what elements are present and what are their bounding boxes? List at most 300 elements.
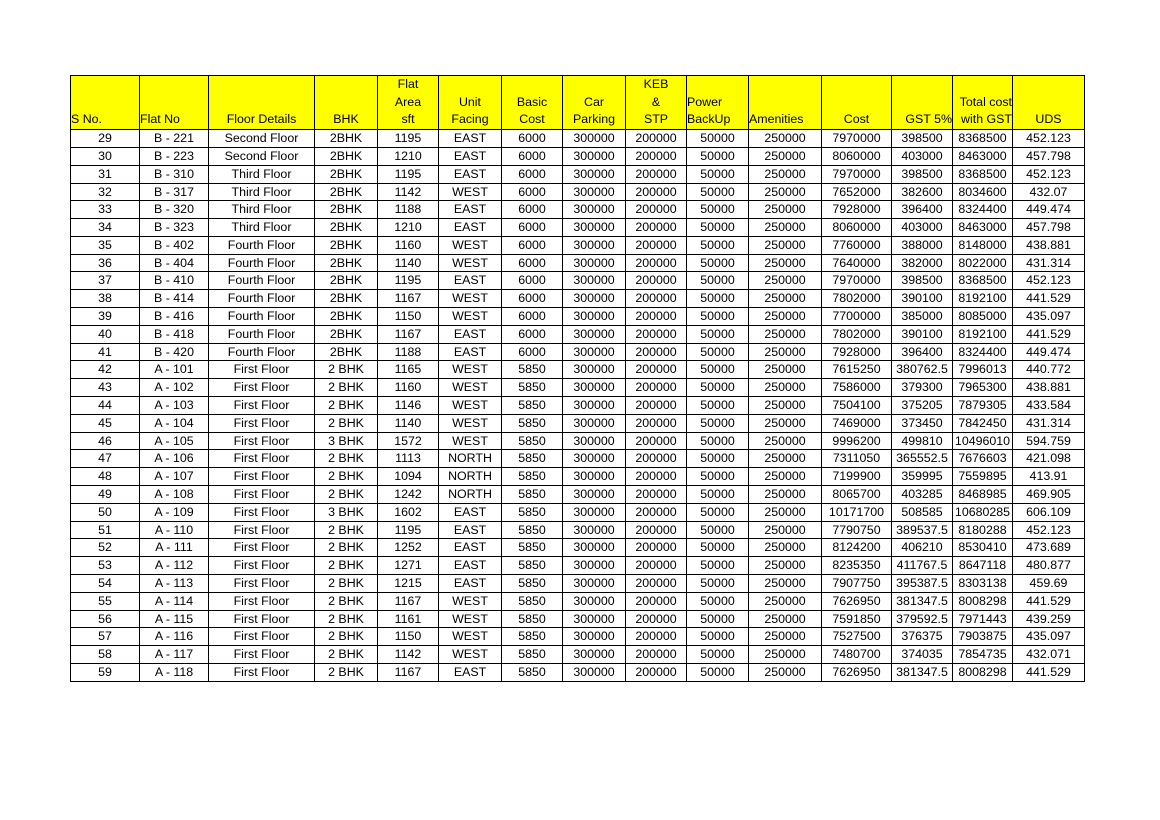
cell-car-parking: 300000 (563, 450, 626, 468)
cell-flat-area: 1146 (378, 397, 439, 415)
header-row (71, 76, 1085, 130)
cell-total-cost: 8180288 (953, 521, 1013, 539)
cell-s-no: 29 (71, 130, 140, 148)
header-line: BHK (333, 112, 359, 127)
cell-total-cost: 10680285 (953, 503, 1013, 521)
cell-amenities: 250000 (749, 308, 822, 326)
cell-cost: 7480700 (822, 646, 892, 664)
cell-power-backup: 50000 (687, 236, 749, 254)
cell-amenities: 250000 (749, 450, 822, 468)
cell-uds: 606.109 (1013, 503, 1085, 521)
cell-power-backup: 50000 (687, 610, 749, 628)
cell-uds: 457.798 (1013, 147, 1085, 165)
header-line: Cost (519, 112, 545, 127)
cell-power-backup: 50000 (687, 201, 749, 219)
cell-uds: 480.877 (1013, 557, 1085, 575)
cell-total-cost: 8368500 (953, 130, 1013, 148)
header-line: BackUp (687, 112, 731, 127)
cell-gst: 403000 (892, 219, 953, 237)
table-row (71, 521, 1085, 539)
header-bhk (315, 76, 378, 130)
cell-power-backup: 50000 (687, 521, 749, 539)
header-floor-details (209, 76, 315, 130)
cell-keb-stp: 200000 (626, 343, 687, 361)
cell-total-cost: 8022000 (953, 254, 1013, 272)
cell-power-backup: 50000 (687, 379, 749, 397)
cell-flat-no: A - 115 (140, 610, 209, 628)
cell-uds: 469.905 (1013, 486, 1085, 504)
cell-keb-stp: 200000 (626, 236, 687, 254)
cell-unit-facing: WEST (439, 414, 502, 432)
header-line: STP (643, 112, 669, 127)
header-line: Parking (572, 112, 615, 127)
cell-car-parking: 300000 (563, 592, 626, 610)
cell-power-backup: 50000 (687, 664, 749, 682)
header-line: GST 5% (905, 112, 952, 127)
cell-flat-area: 1167 (378, 290, 439, 308)
cell-keb-stp: 200000 (626, 201, 687, 219)
cell-keb-stp: 200000 (626, 610, 687, 628)
flat-price-table (70, 75, 1085, 682)
cell-flat-area: 1188 (378, 201, 439, 219)
cell-s-no: 54 (71, 575, 140, 593)
cell-keb-stp: 200000 (626, 646, 687, 664)
cell-basic-cost: 5850 (502, 592, 563, 610)
table-row (71, 272, 1085, 290)
cell-bhk: 2 BHK (315, 468, 378, 486)
table-row (71, 183, 1085, 201)
cell-gst: 398500 (892, 165, 953, 183)
cell-basic-cost: 6000 (502, 272, 563, 290)
cell-bhk: 2 BHK (315, 664, 378, 682)
cell-gst: 379300 (892, 379, 953, 397)
cell-uds: 441.529 (1013, 290, 1085, 308)
cell-gst: 379592.5 (892, 610, 953, 628)
cell-unit-facing: WEST (439, 397, 502, 415)
cell-flat-no: B - 317 (140, 183, 209, 201)
cell-cost: 7615250 (822, 361, 892, 379)
cell-amenities: 250000 (749, 521, 822, 539)
cell-flat-no: B - 323 (140, 219, 209, 237)
cell-bhk: 2 BHK (315, 628, 378, 646)
cell-amenities: 250000 (749, 165, 822, 183)
cell-unit-facing: NORTH (439, 450, 502, 468)
cell-keb-stp: 200000 (626, 414, 687, 432)
cell-basic-cost: 5850 (502, 557, 563, 575)
cell-car-parking: 300000 (563, 539, 626, 557)
cell-flat-no: B - 320 (140, 201, 209, 219)
cell-s-no: 38 (71, 290, 140, 308)
cell-basic-cost: 6000 (502, 308, 563, 326)
table-row (71, 539, 1085, 557)
header-line: Cost (843, 112, 870, 127)
cell-unit-facing: WEST (439, 290, 502, 308)
cell-total-cost: 7971443 (953, 610, 1013, 628)
cell-keb-stp: 200000 (626, 432, 687, 450)
cell-s-no: 57 (71, 628, 140, 646)
cell-flat-no: A - 109 (140, 503, 209, 521)
cell-uds: 438.881 (1013, 236, 1085, 254)
cell-gst: 380762.5 (892, 361, 953, 379)
cell-bhk: 2 BHK (315, 539, 378, 557)
cell-flat-area: 1150 (378, 628, 439, 646)
cell-total-cost: 7559895 (953, 468, 1013, 486)
cell-keb-stp: 200000 (626, 290, 687, 308)
cell-unit-facing: EAST (439, 557, 502, 575)
cell-car-parking: 300000 (563, 325, 626, 343)
cell-s-no: 31 (71, 165, 140, 183)
cell-basic-cost: 6000 (502, 325, 563, 343)
cell-gst: 508585 (892, 503, 953, 521)
cell-total-cost: 8008298 (953, 664, 1013, 682)
cell-cost: 7504100 (822, 397, 892, 415)
cell-basic-cost: 6000 (502, 254, 563, 272)
cell-s-no: 52 (71, 539, 140, 557)
cell-car-parking: 300000 (563, 468, 626, 486)
cell-keb-stp: 200000 (626, 664, 687, 682)
cell-floor-details: Fourth Floor (209, 343, 315, 361)
cell-uds: 413.91 (1013, 468, 1085, 486)
cell-total-cost: 7903875 (953, 628, 1013, 646)
cell-flat-area: 1167 (378, 664, 439, 682)
header-line: & (651, 94, 661, 109)
cell-cost: 7970000 (822, 272, 892, 290)
header-car-parking (563, 76, 626, 130)
cell-bhk: 3 BHK (315, 432, 378, 450)
cell-gst: 396400 (892, 201, 953, 219)
cell-uds: 449.474 (1013, 343, 1085, 361)
cell-s-no: 33 (71, 201, 140, 219)
table-row (71, 325, 1085, 343)
cell-flat-no: A - 116 (140, 628, 209, 646)
cell-power-backup: 50000 (687, 468, 749, 486)
cell-flat-no: B - 420 (140, 343, 209, 361)
cell-cost: 7928000 (822, 201, 892, 219)
cell-total-cost: 8192100 (953, 290, 1013, 308)
cell-floor-details: First Floor (209, 361, 315, 379)
cell-s-no: 56 (71, 610, 140, 628)
cell-gst: 381347.5 (892, 592, 953, 610)
cell-s-no: 50 (71, 503, 140, 521)
cell-amenities: 250000 (749, 272, 822, 290)
cell-keb-stp: 200000 (626, 521, 687, 539)
cell-flat-area: 1602 (378, 503, 439, 521)
header-line: Total cost (959, 94, 1012, 109)
cell-car-parking: 300000 (563, 183, 626, 201)
cell-total-cost: 10496010 (953, 432, 1013, 450)
cell-power-backup: 50000 (687, 575, 749, 593)
cell-flat-area: 1150 (378, 308, 439, 326)
cell-flat-area: 1188 (378, 343, 439, 361)
cell-car-parking: 300000 (563, 646, 626, 664)
header-cost (822, 76, 892, 130)
cell-bhk: 2BHK (315, 308, 378, 326)
cell-floor-details: First Floor (209, 610, 315, 628)
cell-power-backup: 50000 (687, 147, 749, 165)
cell-flat-area: 1252 (378, 539, 439, 557)
cell-s-no: 34 (71, 219, 140, 237)
cell-basic-cost: 5850 (502, 610, 563, 628)
header-line: Flat (397, 77, 419, 91)
cell-uds: 452.123 (1013, 272, 1085, 290)
cell-flat-no: A - 111 (140, 539, 209, 557)
cell-unit-facing: EAST (439, 325, 502, 343)
cell-flat-area: 1160 (378, 236, 439, 254)
cell-car-parking: 300000 (563, 308, 626, 326)
cell-bhk: 2 BHK (315, 486, 378, 504)
cell-cost: 7970000 (822, 165, 892, 183)
cell-s-no: 55 (71, 592, 140, 610)
cell-car-parking: 300000 (563, 272, 626, 290)
cell-flat-area: 1167 (378, 325, 439, 343)
cell-car-parking: 300000 (563, 290, 626, 308)
cell-cost: 8235350 (822, 557, 892, 575)
cell-gst: 398500 (892, 272, 953, 290)
header-gst (892, 76, 953, 130)
cell-amenities: 250000 (749, 432, 822, 450)
cell-basic-cost: 5850 (502, 397, 563, 415)
cell-power-backup: 50000 (687, 343, 749, 361)
cell-flat-no: A - 118 (140, 664, 209, 682)
cell-cost: 8060000 (822, 147, 892, 165)
cell-floor-details: First Floor (209, 450, 315, 468)
cell-s-no: 39 (71, 308, 140, 326)
cell-basic-cost: 5850 (502, 664, 563, 682)
header-line: S No. (71, 112, 102, 127)
header-flat-area (378, 76, 439, 130)
cell-car-parking: 300000 (563, 130, 626, 148)
cell-basic-cost: 5850 (502, 379, 563, 397)
cell-amenities: 250000 (749, 539, 822, 557)
cell-s-no: 51 (71, 521, 140, 539)
table-row (71, 290, 1085, 308)
cell-car-parking: 300000 (563, 664, 626, 682)
cell-total-cost: 8530410 (953, 539, 1013, 557)
table-row (71, 628, 1085, 646)
cell-car-parking: 300000 (563, 236, 626, 254)
table-row (71, 165, 1085, 183)
cell-power-backup: 50000 (687, 450, 749, 468)
cell-s-no: 45 (71, 414, 140, 432)
cell-car-parking: 300000 (563, 379, 626, 397)
cell-unit-facing: WEST (439, 236, 502, 254)
cell-flat-no: A - 112 (140, 557, 209, 575)
cell-flat-no: A - 102 (140, 379, 209, 397)
cell-gst: 381347.5 (892, 664, 953, 682)
cell-flat-no: B - 414 (140, 290, 209, 308)
cell-amenities: 250000 (749, 592, 822, 610)
cell-bhk: 2 BHK (315, 397, 378, 415)
table-row (71, 646, 1085, 664)
cell-keb-stp: 200000 (626, 130, 687, 148)
cell-unit-facing: WEST (439, 610, 502, 628)
table-row (71, 486, 1085, 504)
table-row (71, 254, 1085, 272)
cell-unit-facing: EAST (439, 130, 502, 148)
cell-power-backup: 50000 (687, 272, 749, 290)
cell-basic-cost: 5850 (502, 486, 563, 504)
cell-cost: 7802000 (822, 325, 892, 343)
cell-amenities: 250000 (749, 201, 822, 219)
cell-cost: 10171700 (822, 503, 892, 521)
cell-flat-no: A - 113 (140, 575, 209, 593)
cell-unit-facing: WEST (439, 628, 502, 646)
cell-floor-details: First Floor (209, 539, 315, 557)
cell-total-cost: 8008298 (953, 592, 1013, 610)
cell-s-no: 47 (71, 450, 140, 468)
cell-amenities: 250000 (749, 219, 822, 237)
cell-bhk: 2 BHK (315, 557, 378, 575)
cell-total-cost: 8368500 (953, 165, 1013, 183)
cell-uds: 473.689 (1013, 539, 1085, 557)
cell-flat-no: A - 103 (140, 397, 209, 415)
cell-flat-no: A - 108 (140, 486, 209, 504)
cell-amenities: 250000 (749, 290, 822, 308)
cell-cost: 7199900 (822, 468, 892, 486)
cell-floor-details: First Floor (209, 664, 315, 682)
cell-unit-facing: WEST (439, 592, 502, 610)
cell-bhk: 2BHK (315, 290, 378, 308)
cell-basic-cost: 6000 (502, 219, 563, 237)
header-line: sft (401, 112, 415, 127)
cell-basic-cost: 5850 (502, 468, 563, 486)
cell-unit-facing: EAST (439, 575, 502, 593)
cell-flat-area: 1167 (378, 592, 439, 610)
cell-bhk: 2 BHK (315, 521, 378, 539)
cell-amenities: 250000 (749, 361, 822, 379)
cell-basic-cost: 5850 (502, 539, 563, 557)
cell-uds: 431.314 (1013, 414, 1085, 432)
cell-amenities: 250000 (749, 254, 822, 272)
cell-bhk: 2BHK (315, 183, 378, 201)
cell-total-cost: 8468985 (953, 486, 1013, 504)
cell-amenities: 250000 (749, 503, 822, 521)
cell-uds: 435.097 (1013, 628, 1085, 646)
cell-cost: 7626950 (822, 664, 892, 682)
cell-power-backup: 50000 (687, 219, 749, 237)
table-row (71, 130, 1085, 148)
cell-flat-no: B - 223 (140, 147, 209, 165)
cell-car-parking: 300000 (563, 343, 626, 361)
cell-basic-cost: 6000 (502, 236, 563, 254)
cell-bhk: 3 BHK (315, 503, 378, 521)
cell-amenities: 250000 (749, 397, 822, 415)
cell-keb-stp: 200000 (626, 219, 687, 237)
table-row (71, 147, 1085, 165)
cell-cost: 7527500 (822, 628, 892, 646)
cell-amenities: 250000 (749, 130, 822, 148)
cell-unit-facing: EAST (439, 272, 502, 290)
cell-bhk: 2 BHK (315, 646, 378, 664)
cell-unit-facing: NORTH (439, 486, 502, 504)
cell-unit-facing: EAST (439, 539, 502, 557)
cell-floor-details: Fourth Floor (209, 308, 315, 326)
cell-uds: 432.071 (1013, 646, 1085, 664)
table-row (71, 361, 1085, 379)
cell-gst: 389537.5 (892, 521, 953, 539)
cell-total-cost: 8085000 (953, 308, 1013, 326)
header-line: Basic (516, 94, 548, 109)
cell-cost: 8065700 (822, 486, 892, 504)
cell-cost: 7970000 (822, 130, 892, 148)
cell-gst: 403285 (892, 486, 953, 504)
cell-keb-stp: 200000 (626, 397, 687, 415)
cell-bhk: 2 BHK (315, 361, 378, 379)
cell-power-backup: 50000 (687, 646, 749, 664)
cell-basic-cost: 5850 (502, 432, 563, 450)
cell-floor-details: First Floor (209, 432, 315, 450)
cell-total-cost: 8034600 (953, 183, 1013, 201)
cell-amenities: 250000 (749, 575, 822, 593)
cell-bhk: 2BHK (315, 343, 378, 361)
cell-flat-no: A - 117 (140, 646, 209, 664)
cell-cost: 7586000 (822, 379, 892, 397)
cell-gst: 406210 (892, 539, 953, 557)
table-body (71, 130, 1085, 682)
cell-keb-stp: 200000 (626, 308, 687, 326)
cell-flat-no: B - 402 (140, 236, 209, 254)
header-line: Floor Details (226, 112, 297, 127)
cell-uds: 441.529 (1013, 664, 1085, 682)
cell-cost: 7790750 (822, 521, 892, 539)
cell-floor-details: Third Floor (209, 183, 315, 201)
cell-gst: 382600 (892, 183, 953, 201)
cell-floor-details: Fourth Floor (209, 272, 315, 290)
cell-bhk: 2 BHK (315, 414, 378, 432)
cell-flat-no: A - 104 (140, 414, 209, 432)
cell-total-cost: 8148000 (953, 236, 1013, 254)
cell-cost: 8060000 (822, 219, 892, 237)
cell-keb-stp: 200000 (626, 379, 687, 397)
cell-keb-stp: 200000 (626, 147, 687, 165)
cell-flat-no: A - 107 (140, 468, 209, 486)
cell-total-cost: 8647118 (953, 557, 1013, 575)
cell-car-parking: 300000 (563, 503, 626, 521)
cell-flat-no: B - 310 (140, 165, 209, 183)
cell-floor-details: Third Floor (209, 219, 315, 237)
cell-car-parking: 300000 (563, 521, 626, 539)
cell-keb-stp: 200000 (626, 254, 687, 272)
table-row (71, 592, 1085, 610)
cell-keb-stp: 200000 (626, 575, 687, 593)
cell-power-backup: 50000 (687, 486, 749, 504)
cell-unit-facing: EAST (439, 165, 502, 183)
cell-power-backup: 50000 (687, 254, 749, 272)
cell-flat-area: 1140 (378, 254, 439, 272)
cell-s-no: 43 (71, 379, 140, 397)
cell-uds: 439.259 (1013, 610, 1085, 628)
cell-power-backup: 50000 (687, 290, 749, 308)
cell-unit-facing: NORTH (439, 468, 502, 486)
cell-gst: 411767.5 (892, 557, 953, 575)
cell-power-backup: 50000 (687, 557, 749, 575)
cell-keb-stp: 200000 (626, 272, 687, 290)
cell-bhk: 2BHK (315, 219, 378, 237)
cell-gst: 396400 (892, 343, 953, 361)
cell-flat-area: 1195 (378, 165, 439, 183)
cell-s-no: 37 (71, 272, 140, 290)
cell-amenities: 250000 (749, 557, 822, 575)
header-line: Power (687, 94, 723, 109)
cell-flat-no: B - 404 (140, 254, 209, 272)
table-row (71, 201, 1085, 219)
cell-cost: 7311050 (822, 450, 892, 468)
cell-unit-facing: EAST (439, 521, 502, 539)
cell-power-backup: 50000 (687, 130, 749, 148)
cell-bhk: 2BHK (315, 165, 378, 183)
cell-car-parking: 300000 (563, 575, 626, 593)
cell-gst: 390100 (892, 290, 953, 308)
